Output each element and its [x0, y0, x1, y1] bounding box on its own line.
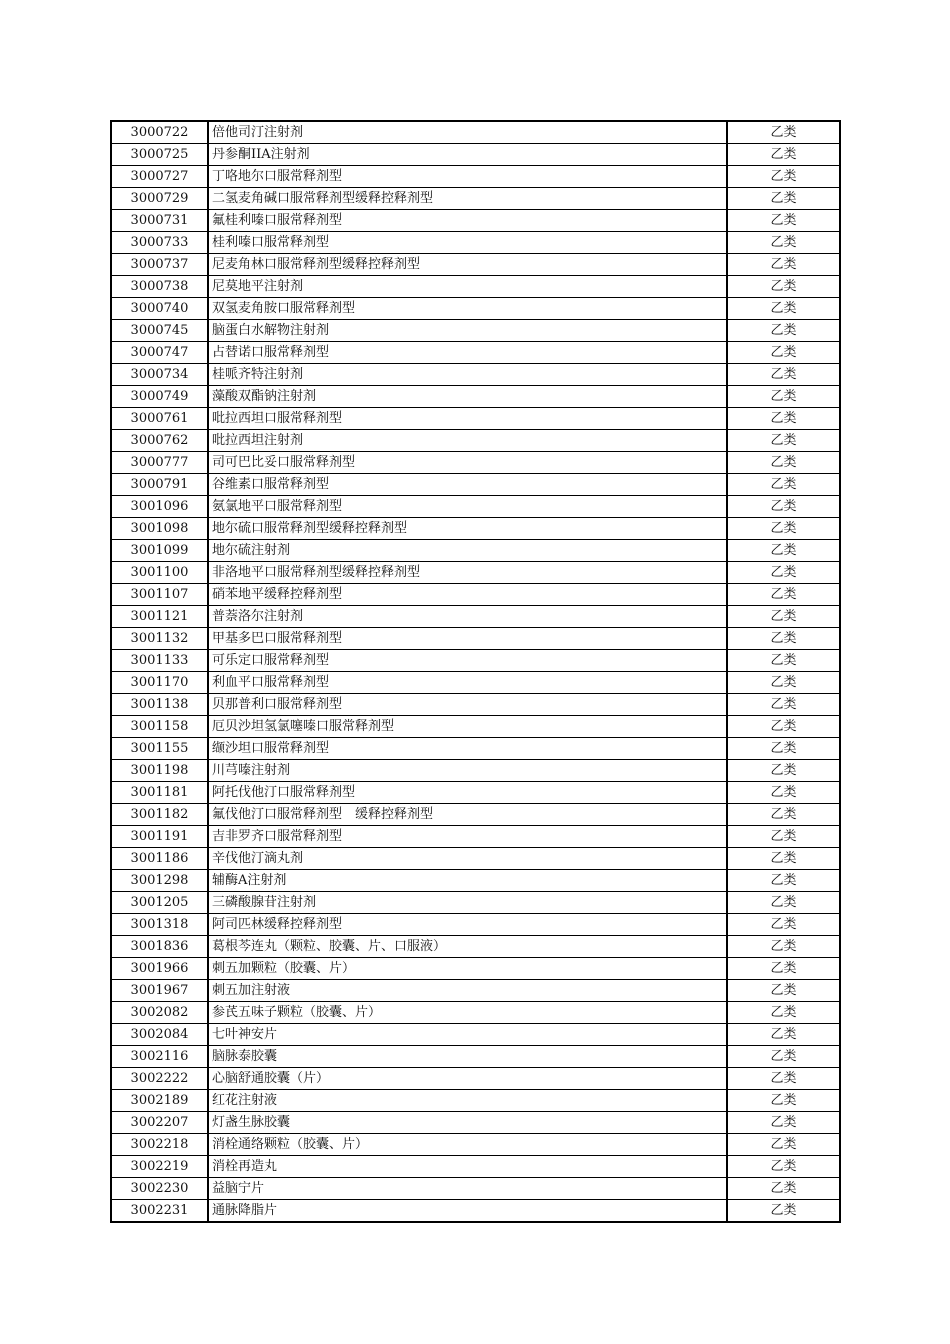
table-row	[111, 562, 840, 584]
drug-code-cell: 3002189	[111, 1090, 208, 1112]
drug-name-cell: 葛根芩连丸（颗粒、胶囊、片、口服液）	[208, 936, 727, 958]
drug-code-cell: 3001186	[111, 848, 208, 870]
category-cell: 乙类	[727, 386, 840, 408]
drug-code-cell: 3001138	[111, 694, 208, 716]
table-row	[111, 1046, 840, 1068]
table-row	[111, 650, 840, 672]
drug-code-cell: 3001107	[111, 584, 208, 606]
drug-code-cell: 3002219	[111, 1156, 208, 1178]
drug-code-cell: 3000731	[111, 210, 208, 232]
drug-name-cell: 地尔硫口服常释剂型缓释控释剂型	[208, 518, 727, 540]
drug-name-cell: 贝那普利口服常释剂型	[208, 694, 727, 716]
table-row	[111, 430, 840, 452]
category-cell: 乙类	[727, 848, 840, 870]
drug-name-cell: 心脑舒通胶囊（片）	[208, 1068, 727, 1090]
category-cell: 乙类	[727, 121, 840, 144]
category-cell: 乙类	[727, 782, 840, 804]
category-cell: 乙类	[727, 496, 840, 518]
category-cell: 乙类	[727, 320, 840, 342]
table-row	[111, 276, 840, 298]
drug-code-cell: 3000734	[111, 364, 208, 386]
drug-name-cell: 辅酶A注射剂	[208, 870, 727, 892]
drug-name-cell: 阿司匹林缓释控释剂型	[208, 914, 727, 936]
category-cell: 乙类	[727, 342, 840, 364]
table-row	[111, 584, 840, 606]
drug-code-cell: 3002230	[111, 1178, 208, 1200]
drug-code-cell: 3001132	[111, 628, 208, 650]
category-cell: 乙类	[727, 518, 840, 540]
category-cell: 乙类	[727, 1090, 840, 1112]
table-row	[111, 1090, 840, 1112]
drug-name-cell: 吡拉西坦注射剂	[208, 430, 727, 452]
table-row	[111, 1200, 840, 1223]
category-cell: 乙类	[727, 364, 840, 386]
drug-name-cell: 桂利嗪口服常释剂型	[208, 232, 727, 254]
drug-code-cell: 3001099	[111, 540, 208, 562]
table-row	[111, 672, 840, 694]
drug-name-cell: 氨氯地平口服常释剂型	[208, 496, 727, 518]
table-row	[111, 1178, 840, 1200]
category-cell: 乙类	[727, 650, 840, 672]
drug-name-cell: 占替诺口服常释剂型	[208, 342, 727, 364]
table-row	[111, 958, 840, 980]
drug-code-cell: 3001836	[111, 936, 208, 958]
category-cell: 乙类	[727, 276, 840, 298]
category-cell: 乙类	[727, 694, 840, 716]
drug-name-cell: 普萘洛尔注射剂	[208, 606, 727, 628]
drug-code-cell: 3000737	[111, 254, 208, 276]
drug-code-cell: 3001170	[111, 672, 208, 694]
drug-code-cell: 3000747	[111, 342, 208, 364]
drug-code-cell: 3000762	[111, 430, 208, 452]
table-row	[111, 694, 840, 716]
category-cell: 乙类	[727, 144, 840, 166]
drug-name-cell: 通脉降脂片	[208, 1200, 727, 1223]
table-row	[111, 518, 840, 540]
drug-code-cell: 3001966	[111, 958, 208, 980]
drug-name-cell: 丁咯地尔口服常释剂型	[208, 166, 727, 188]
table-row	[111, 298, 840, 320]
drug-name-cell: 厄贝沙坦氢氯噻嗪口服常释剂型	[208, 716, 727, 738]
drug-code-cell: 3001198	[111, 760, 208, 782]
table-row	[111, 1112, 840, 1134]
table-row	[111, 386, 840, 408]
category-cell: 乙类	[727, 980, 840, 1002]
drug-code-cell: 3000761	[111, 408, 208, 430]
drug-code-cell: 3000749	[111, 386, 208, 408]
drug-code-cell: 3001298	[111, 870, 208, 892]
drug-code-cell: 3001098	[111, 518, 208, 540]
category-cell: 乙类	[727, 1002, 840, 1024]
drug-code-cell: 3001181	[111, 782, 208, 804]
category-cell: 乙类	[727, 430, 840, 452]
category-cell: 乙类	[727, 298, 840, 320]
drug-code-cell: 3000745	[111, 320, 208, 342]
category-cell: 乙类	[727, 628, 840, 650]
drug-code-cell: 3000777	[111, 452, 208, 474]
category-cell: 乙类	[727, 1156, 840, 1178]
drug-name-cell: 桂哌齐特注射剂	[208, 364, 727, 386]
table-row	[111, 892, 840, 914]
drug-name-cell: 川芎嗪注射剂	[208, 760, 727, 782]
table-row	[111, 628, 840, 650]
category-cell: 乙类	[727, 210, 840, 232]
drug-code-cell: 3001191	[111, 826, 208, 848]
category-cell: 乙类	[727, 408, 840, 430]
category-cell: 乙类	[727, 1068, 840, 1090]
drug-name-cell: 三磷酸腺苷注射剂	[208, 892, 727, 914]
drug-name-cell: 七叶神安片	[208, 1024, 727, 1046]
drug-name-cell: 双氢麦角胺口服常释剂型	[208, 298, 727, 320]
table-row	[111, 320, 840, 342]
drug-name-cell: 甲基多巴口服常释剂型	[208, 628, 727, 650]
table-row	[111, 210, 840, 232]
drug-name-cell: 二氢麦角碱口服常释剂型缓释控释剂型	[208, 188, 727, 210]
category-cell: 乙类	[727, 958, 840, 980]
drug-name-cell: 脑蛋白水解物注射剂	[208, 320, 727, 342]
drug-code-cell: 3002207	[111, 1112, 208, 1134]
table-row	[111, 474, 840, 496]
drug-name-cell: 氟伐他汀口服常释剂型 缓释控释剂型	[208, 804, 727, 826]
table-row	[111, 914, 840, 936]
drug-code-cell: 3000791	[111, 474, 208, 496]
drug-name-cell: 红花注射液	[208, 1090, 727, 1112]
drug-code-cell: 3000733	[111, 232, 208, 254]
table-row	[111, 232, 840, 254]
table-row	[111, 870, 840, 892]
category-cell: 乙类	[727, 1178, 840, 1200]
drug-code-cell: 3000727	[111, 166, 208, 188]
category-cell: 乙类	[727, 716, 840, 738]
table-row	[111, 408, 840, 430]
category-cell: 乙类	[727, 760, 840, 782]
drug-name-cell: 消栓通络颗粒（胶囊、片）	[208, 1134, 727, 1156]
drug-code-cell: 3001121	[111, 606, 208, 628]
drug-name-cell: 硝苯地平缓释控释剂型	[208, 584, 727, 606]
drug-code-cell: 3000729	[111, 188, 208, 210]
drug-code-cell: 3002218	[111, 1134, 208, 1156]
drug-code-cell: 3001318	[111, 914, 208, 936]
drug-name-cell: 脑脉泰胶囊	[208, 1046, 727, 1068]
table-row	[111, 452, 840, 474]
category-cell: 乙类	[727, 1112, 840, 1134]
table-row	[111, 1068, 840, 1090]
table-row	[111, 738, 840, 760]
drug-code-cell: 3000738	[111, 276, 208, 298]
drug-code-cell: 3000740	[111, 298, 208, 320]
category-cell: 乙类	[727, 254, 840, 276]
drug-name-cell: 谷维素口服常释剂型	[208, 474, 727, 496]
table-row	[111, 980, 840, 1002]
category-cell: 乙类	[727, 892, 840, 914]
drug-name-cell: 刺五加颗粒（胶囊、片）	[208, 958, 727, 980]
drug-name-cell: 参芪五味子颗粒（胶囊、片）	[208, 1002, 727, 1024]
drug-name-cell: 地尔硫注射剂	[208, 540, 727, 562]
drug-name-cell: 利血平口服常释剂型	[208, 672, 727, 694]
table-row	[111, 936, 840, 958]
category-cell: 乙类	[727, 1046, 840, 1068]
table-row	[111, 1002, 840, 1024]
category-cell: 乙类	[727, 606, 840, 628]
category-cell: 乙类	[727, 188, 840, 210]
table-row	[111, 804, 840, 826]
category-cell: 乙类	[727, 452, 840, 474]
table-row	[111, 826, 840, 848]
drug-name-cell: 缬沙坦口服常释剂型	[208, 738, 727, 760]
drug-list-body	[111, 121, 840, 1222]
table-row	[111, 166, 840, 188]
drug-code-cell: 3001096	[111, 496, 208, 518]
drug-name-cell: 阿托伐他汀口服常释剂型	[208, 782, 727, 804]
drug-code-cell: 3002222	[111, 1068, 208, 1090]
drug-code-cell: 3001133	[111, 650, 208, 672]
table-row	[111, 1156, 840, 1178]
drug-code-cell: 3000725	[111, 144, 208, 166]
category-cell: 乙类	[727, 540, 840, 562]
drug-name-cell: 灯盏生脉胶囊	[208, 1112, 727, 1134]
drug-name-cell: 丹参酮IIA注射剂	[208, 144, 727, 166]
drug-code-cell: 3001155	[111, 738, 208, 760]
drug-code-cell: 3002082	[111, 1002, 208, 1024]
drug-name-cell: 尼麦角林口服常释剂型缓释控释剂型	[208, 254, 727, 276]
table-row	[111, 188, 840, 210]
drug-name-cell: 消栓再造丸	[208, 1156, 727, 1178]
category-cell: 乙类	[727, 738, 840, 760]
category-cell: 乙类	[727, 1024, 840, 1046]
drug-code-cell: 3002084	[111, 1024, 208, 1046]
category-cell: 乙类	[727, 936, 840, 958]
category-cell: 乙类	[727, 166, 840, 188]
drug-name-cell: 司可巴比妥口服常释剂型	[208, 452, 727, 474]
category-cell: 乙类	[727, 1134, 840, 1156]
table-row	[111, 848, 840, 870]
drug-name-cell: 吉非罗齐口服常释剂型	[208, 826, 727, 848]
category-cell: 乙类	[727, 914, 840, 936]
category-cell: 乙类	[727, 826, 840, 848]
table-row	[111, 1024, 840, 1046]
drug-code-cell: 3001205	[111, 892, 208, 914]
drug-code-cell: 3001158	[111, 716, 208, 738]
table-row	[111, 716, 840, 738]
drug-name-cell: 吡拉西坦口服常释剂型	[208, 408, 727, 430]
drug-code-cell: 3001967	[111, 980, 208, 1002]
category-cell: 乙类	[727, 584, 840, 606]
table-row	[111, 540, 840, 562]
table-row	[111, 606, 840, 628]
drug-name-cell: 刺五加注射液	[208, 980, 727, 1002]
drug-code-cell: 3001182	[111, 804, 208, 826]
table-row	[111, 342, 840, 364]
table-row	[111, 782, 840, 804]
drug-name-cell: 尼莫地平注射剂	[208, 276, 727, 298]
table-row	[111, 144, 840, 166]
drug-code-cell: 3000722	[111, 121, 208, 144]
category-cell: 乙类	[727, 562, 840, 584]
category-cell: 乙类	[727, 1200, 840, 1223]
category-cell: 乙类	[727, 804, 840, 826]
drug-list-table	[110, 120, 841, 1223]
drug-code-cell: 3002231	[111, 1200, 208, 1223]
drug-name-cell: 非洛地平口服常释剂型缓释控释剂型	[208, 562, 727, 584]
table-row	[111, 364, 840, 386]
drug-name-cell: 氟桂利嗪口服常释剂型	[208, 210, 727, 232]
drug-name-cell: 藻酸双酯钠注射剂	[208, 386, 727, 408]
drug-name-cell: 倍他司汀注射剂	[208, 121, 727, 144]
drug-name-cell: 可乐定口服常释剂型	[208, 650, 727, 672]
drug-name-cell: 辛伐他汀滴丸剂	[208, 848, 727, 870]
table-row	[111, 121, 840, 144]
drug-code-cell: 3002116	[111, 1046, 208, 1068]
table-row	[111, 1134, 840, 1156]
table-row	[111, 254, 840, 276]
category-cell: 乙类	[727, 870, 840, 892]
drug-name-cell: 益脑宁片	[208, 1178, 727, 1200]
category-cell: 乙类	[727, 672, 840, 694]
drug-code-cell: 3001100	[111, 562, 208, 584]
category-cell: 乙类	[727, 232, 840, 254]
table-row	[111, 496, 840, 518]
table-row	[111, 760, 840, 782]
category-cell: 乙类	[727, 474, 840, 496]
